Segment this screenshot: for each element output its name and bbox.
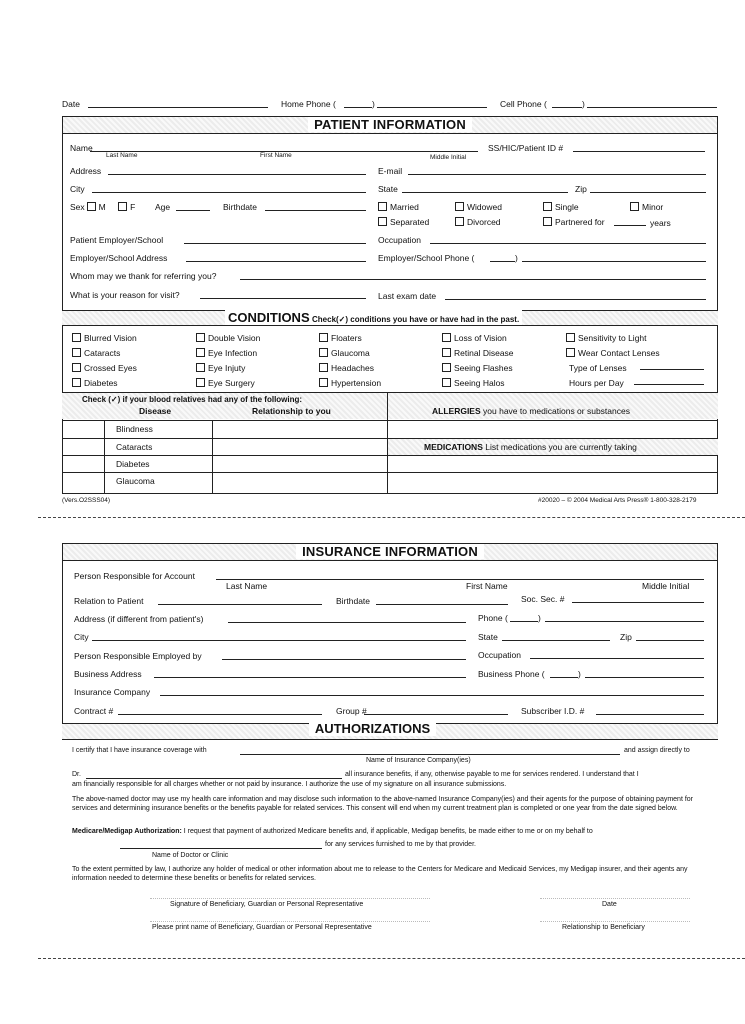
conditions-col5 — [566, 331, 660, 391]
condition-label: Floaters — [331, 333, 362, 343]
employed-by-label: Person Responsible Employed by — [74, 651, 202, 661]
condition-item[interactable] — [319, 346, 381, 361]
minor-option[interactable] — [630, 202, 663, 212]
email-field[interactable] — [408, 174, 706, 175]
condition-label: Blurred Vision — [84, 333, 137, 343]
subscriber-field[interactable] — [596, 714, 704, 715]
date-label: Date — [62, 99, 80, 109]
single-label: Single — [555, 202, 579, 212]
lens-type-label: Type of Lenses — [569, 363, 627, 373]
condition-label: Double Vision — [208, 333, 261, 343]
condition-label: Headaches — [331, 363, 375, 373]
condition-label: Eye Injuty — [208, 363, 246, 373]
business-phone-field[interactable] — [585, 677, 704, 678]
cut-line — [38, 517, 745, 518]
allergies-rest: you have to medications or substances — [483, 406, 630, 416]
referral-field[interactable] — [240, 279, 706, 280]
reason-field[interactable] — [200, 298, 366, 299]
auth-heading — [0, 721, 745, 736]
auth-para2: The above-named doctor may use my health care information and may disclose such information to the above-named Insurance Company(ies) and their agents for the purpose of obtaining payment for services and determining insurance benefits or the benefits payable for related services. This consent will end when my current treatment plan is completed or one year from the date signed below. — [72, 796, 694, 812]
divorced-option[interactable] — [455, 217, 501, 227]
partnered-label: Partnered for — [555, 217, 605, 227]
insurance-company-field[interactable] — [240, 754, 620, 755]
partnered-years-field[interactable] — [614, 225, 646, 226]
condition-label: Eye Surgery — [208, 378, 255, 388]
condition-label: Seeing Flashes — [454, 363, 513, 373]
responsible-field[interactable] — [216, 579, 704, 580]
ins-birthdate-field[interactable] — [376, 604, 508, 605]
ss-id-label: SS/HIC/Patient ID # — [488, 143, 564, 153]
doctor-field[interactable] — [86, 778, 342, 779]
widowed-option[interactable] — [455, 202, 502, 212]
provider-field[interactable] — [120, 848, 322, 849]
home-phone-label: Home Phone ( — [281, 99, 336, 109]
condition-label: Sensitivity to Light — [578, 333, 647, 343]
family-title: Check (✓) if your blood relatives had any of the following: — [82, 395, 303, 404]
ins-phone-field[interactable] — [545, 621, 704, 622]
separated-checkbox[interactable] — [378, 217, 387, 226]
ins-occupation-label: Occupation — [478, 650, 521, 660]
condition-checkbox[interactable] — [442, 348, 451, 357]
condition-checkbox[interactable] — [196, 378, 205, 387]
group-field[interactable] — [364, 714, 508, 715]
hours-per-day-field[interactable] — [634, 384, 704, 385]
condition-item[interactable] — [442, 331, 514, 346]
birthdate-label: Birthdate — [223, 202, 258, 212]
partnered-checkbox[interactable] — [543, 217, 552, 226]
print-name-field[interactable] — [150, 921, 430, 922]
condition-checkbox[interactable] — [319, 348, 328, 357]
print-name-caption: Please print name of Beneficiary, Guardian or Personal Representative — [152, 924, 372, 931]
relation-field[interactable] — [158, 604, 322, 605]
date-sign-field[interactable] — [540, 898, 690, 899]
divorced-checkbox[interactable] — [455, 217, 464, 226]
condition-checkbox[interactable] — [72, 363, 81, 372]
medications-heading — [424, 442, 637, 452]
ins-middle-initial-caption: Middle Initial — [642, 581, 690, 591]
ins-zip-field[interactable] — [636, 640, 704, 641]
allergies-heading — [432, 406, 630, 416]
cell-phone-close: ) — [582, 99, 585, 109]
dr-rest: all insurance benefits, if any, otherwise payable to me for services rendered. I understand that I — [345, 771, 639, 778]
contract-field[interactable] — [118, 714, 322, 715]
cell-phone-label: Cell Phone ( — [500, 99, 547, 109]
married-label: Married — [390, 202, 419, 212]
single-checkbox[interactable] — [543, 202, 552, 211]
name-label: Name — [70, 143, 93, 153]
single-option[interactable] — [543, 202, 579, 212]
sex-label: Sex — [70, 202, 85, 212]
condition-label: Loss of Vision — [454, 333, 507, 343]
condition-checkbox[interactable] — [72, 348, 81, 357]
employed-by-field[interactable] — [222, 659, 466, 660]
relationship-caption: Relationship to Beneficiary — [562, 924, 645, 931]
ss-id-field[interactable] — [573, 151, 705, 152]
employer-address-label: Employer/School Address — [70, 253, 168, 263]
family-disease-row: Glaucoma — [116, 476, 155, 486]
condition-item[interactable] — [319, 331, 381, 346]
partnered-option[interactable] — [543, 217, 605, 227]
last-exam-label: Last exam date — [378, 291, 437, 301]
condition-item[interactable] — [196, 376, 260, 391]
home-phone-area-field[interactable] — [344, 107, 372, 108]
condition-checkbox[interactable] — [196, 363, 205, 372]
separated-option[interactable] — [378, 217, 429, 227]
condition-checkbox[interactable] — [72, 333, 81, 342]
relation-label: Relation to Patient — [74, 596, 144, 606]
dr-label: Dr. — [72, 771, 81, 778]
widowed-checkbox[interactable] — [455, 202, 464, 211]
condition-label: Cataracts — [84, 348, 121, 358]
condition-item[interactable] — [319, 361, 381, 376]
company-caption: Name of Insurance Company(ies) — [366, 757, 471, 764]
doctor-caption: Name of Doctor or Clinic — [152, 852, 229, 859]
condition-label: Seeing Halos — [454, 378, 505, 388]
employer-phone-area-field[interactable] — [490, 261, 515, 262]
condition-item[interactable] — [72, 376, 137, 391]
condition-label: Eye Infection — [208, 348, 258, 358]
sex-row — [70, 202, 135, 212]
business-address-field[interactable] — [154, 677, 466, 678]
condition-item[interactable] — [566, 346, 660, 361]
years-label: years — [650, 218, 671, 228]
version-label: (Vers.O2SSS04) — [62, 497, 111, 504]
family-disease-row: Blindness — [116, 424, 153, 434]
referral-label: Whom may we thank for referring you? — [70, 271, 217, 281]
medications-bold: MEDICATIONS — [424, 442, 483, 452]
married-option[interactable] — [378, 202, 419, 212]
medications-rest: List medications you are currently taking — [485, 442, 637, 452]
first-name-caption: First Name — [260, 152, 292, 159]
soc-sec-field[interactable] — [572, 602, 704, 603]
condition-label: Hypertension — [331, 378, 382, 388]
condition-label: Crossed Eyes — [84, 363, 137, 373]
widowed-label: Widowed — [467, 202, 502, 212]
sex-m-label: M — [98, 202, 106, 212]
assign-label: and assign directly to — [624, 747, 690, 754]
company-label: Insurance Company — [74, 687, 151, 697]
family-disease-row: Cataracts — [116, 442, 153, 452]
conditions-col3 — [319, 331, 381, 391]
condition-checkbox[interactable] — [566, 348, 575, 357]
married-checkbox[interactable] — [378, 202, 387, 211]
reason-label: What is your reason for visit? — [70, 290, 180, 300]
insurance-title: INSURANCE INFORMATION — [296, 544, 484, 559]
condition-item[interactable] — [72, 331, 137, 346]
birthdate-field[interactable] — [265, 210, 366, 211]
condition-item[interactable] — [442, 361, 514, 376]
city-label: City — [70, 184, 85, 194]
ins-city-label: City — [74, 632, 89, 642]
responsible-label: Person Responsible for Account — [74, 571, 195, 581]
conditions-col2 — [196, 331, 260, 391]
separated-label: Separated — [390, 217, 430, 227]
condition-label: Wear Contact Lenses — [578, 348, 660, 358]
employer-label: Patient Employer/School — [70, 235, 164, 245]
employer-address-field[interactable] — [186, 261, 366, 262]
contract-label: Contract # — [74, 706, 114, 716]
ins-first-name-caption: First Name — [466, 581, 508, 591]
divorced-label: Divorced — [467, 217, 501, 227]
condition-checkbox[interactable] — [196, 333, 205, 342]
relationship-header: Relationship to you — [252, 406, 331, 416]
age-field[interactable] — [176, 210, 210, 211]
auth-title: AUTHORIZATIONS — [309, 721, 436, 736]
ins-birthdate-label: Birthdate — [336, 596, 371, 606]
middle-initial-caption: Middle Initial — [430, 154, 467, 161]
sex-f-label: F — [130, 202, 136, 212]
business-phone-area-field[interactable] — [550, 677, 578, 678]
ins-state-label: State — [478, 632, 498, 642]
sign-date-caption: Date — [602, 901, 617, 908]
conditions-title: CONDITIONS — [228, 310, 310, 325]
condition-item[interactable] — [319, 376, 381, 391]
last-name-caption: Last Name — [106, 152, 138, 159]
zip-label: Zip — [575, 184, 587, 194]
email-label: E-mail — [378, 166, 403, 176]
condition-label: Glaucoma — [331, 348, 370, 358]
ins-phone-area-field[interactable] — [510, 621, 538, 622]
signature-caption: Signature of Beneficiary, Guardian or Personal Representative — [170, 901, 364, 908]
auth-line3: am financially responsible for all charges whether or not paid by insurance. I authorize the use of my signature on all insurance submissions. — [72, 781, 507, 788]
signature-field[interactable] — [150, 898, 430, 899]
condition-checkbox[interactable] — [72, 378, 81, 387]
condition-label: Diabetes — [84, 378, 118, 388]
condition-item[interactable] — [442, 376, 514, 391]
state-field[interactable] — [402, 192, 568, 193]
address-field[interactable] — [108, 174, 366, 175]
cell-phone-area-field[interactable] — [552, 107, 582, 108]
medicare-line — [72, 828, 593, 835]
medicare-rest: I request that payment of authorized Medicare benefits and, if applicable, Medigap benefits, be made either to me or on my behalf to — [183, 828, 593, 835]
minor-label: Minor — [642, 202, 664, 212]
sex-f-checkbox[interactable] — [118, 202, 127, 211]
ins-phone-close: ) — [538, 613, 541, 623]
condition-item[interactable] — [72, 346, 137, 361]
ins-last-name-caption: Last Name — [226, 581, 268, 591]
ins-zip-label: Zip — [620, 632, 632, 642]
conditions-col1 — [72, 331, 137, 391]
copyright-label: #20020 – © 2004 Medical Arts Press® 1-800-328-2179 — [538, 497, 697, 504]
ins-state-field[interactable] — [502, 640, 610, 641]
group-label: Group # — [336, 706, 367, 716]
sex-m-checkbox[interactable] — [87, 202, 96, 211]
occupation-label: Occupation — [378, 235, 421, 245]
state-label: State — [378, 184, 398, 194]
subscriber-label: Subscriber I.D. # — [521, 706, 585, 716]
lens-type-field[interactable] — [640, 369, 704, 370]
ins-address-label: Address (if different from patient's) — [74, 614, 204, 624]
condition-checkbox[interactable] — [442, 333, 451, 342]
condition-checkbox[interactable] — [319, 363, 328, 372]
employer-field[interactable] — [184, 243, 366, 244]
disease-header: Disease — [139, 406, 172, 416]
conditions-subtitle: Check(✓) conditions you have or have had in the past. — [312, 315, 520, 324]
occupation-field[interactable] — [430, 243, 706, 244]
condition-item[interactable] — [566, 331, 660, 346]
home-phone-field[interactable] — [377, 107, 487, 108]
condition-label: Retinal Disease — [454, 348, 514, 358]
date-field[interactable] — [88, 107, 268, 108]
condition-item[interactable] — [196, 346, 260, 361]
conditions-col4 — [442, 331, 514, 391]
relationship-field[interactable] — [540, 921, 690, 922]
business-address-label: Business Address — [74, 669, 142, 679]
minor-checkbox[interactable] — [630, 202, 639, 211]
auth-para4: To the extent permitted by law, I authorize any holder of medical or other information about me to release to the Centers for Medicare and Medicaid Services, my Medigap insurer, and their agents any information needed to determine these benefits or benefits for related services. — [72, 866, 688, 882]
employer-phone-field[interactable] — [522, 261, 706, 262]
company-field[interactable] — [160, 695, 704, 696]
ins-phone-label: Phone ( — [478, 613, 508, 623]
city-field[interactable] — [92, 192, 366, 193]
conditions-heading — [225, 310, 522, 325]
ins-occupation-field[interactable] — [530, 658, 704, 659]
certify-label: I certify that I have insurance coverage with — [72, 747, 207, 754]
condition-checkbox[interactable] — [442, 363, 451, 372]
condition-checkbox[interactable] — [196, 348, 205, 357]
bottom-cut-line — [38, 958, 745, 959]
condition-checkbox[interactable] — [566, 333, 575, 342]
address-label: Address — [70, 166, 102, 176]
age-label: Age — [155, 202, 171, 212]
family-disease-row: Diabetes — [116, 459, 150, 469]
condition-checkbox[interactable] — [442, 378, 451, 387]
ins-address-field[interactable] — [228, 622, 466, 623]
patient-title: PATIENT INFORMATION — [308, 117, 472, 132]
furnished-label: for any services furnished to me by that provider. — [325, 841, 476, 848]
condition-item[interactable] — [442, 346, 514, 361]
allergies-bold: ALLERGIES — [432, 406, 481, 416]
soc-sec-label: Soc. Sec. # — [521, 594, 565, 604]
business-phone-label: Business Phone ( — [478, 669, 545, 679]
employer-phone-close: ) — [515, 253, 518, 263]
ins-city-field[interactable] — [92, 640, 466, 641]
last-exam-field[interactable] — [445, 299, 706, 300]
business-phone-close: ) — [578, 669, 581, 679]
hours-per-day-label: Hours per Day — [569, 378, 624, 388]
zip-field[interactable] — [590, 192, 706, 193]
condition-checkbox[interactable] — [319, 333, 328, 342]
cell-phone-field[interactable] — [587, 107, 717, 108]
condition-item[interactable] — [72, 361, 137, 376]
medicare-bold: Medicare/Medigap Authorization: — [72, 828, 182, 835]
condition-checkbox[interactable] — [319, 378, 328, 387]
employer-phone-label: Employer/School Phone ( — [378, 253, 475, 263]
home-phone-close: ) — [372, 99, 375, 109]
condition-item[interactable] — [196, 331, 260, 346]
condition-item[interactable] — [196, 361, 260, 376]
